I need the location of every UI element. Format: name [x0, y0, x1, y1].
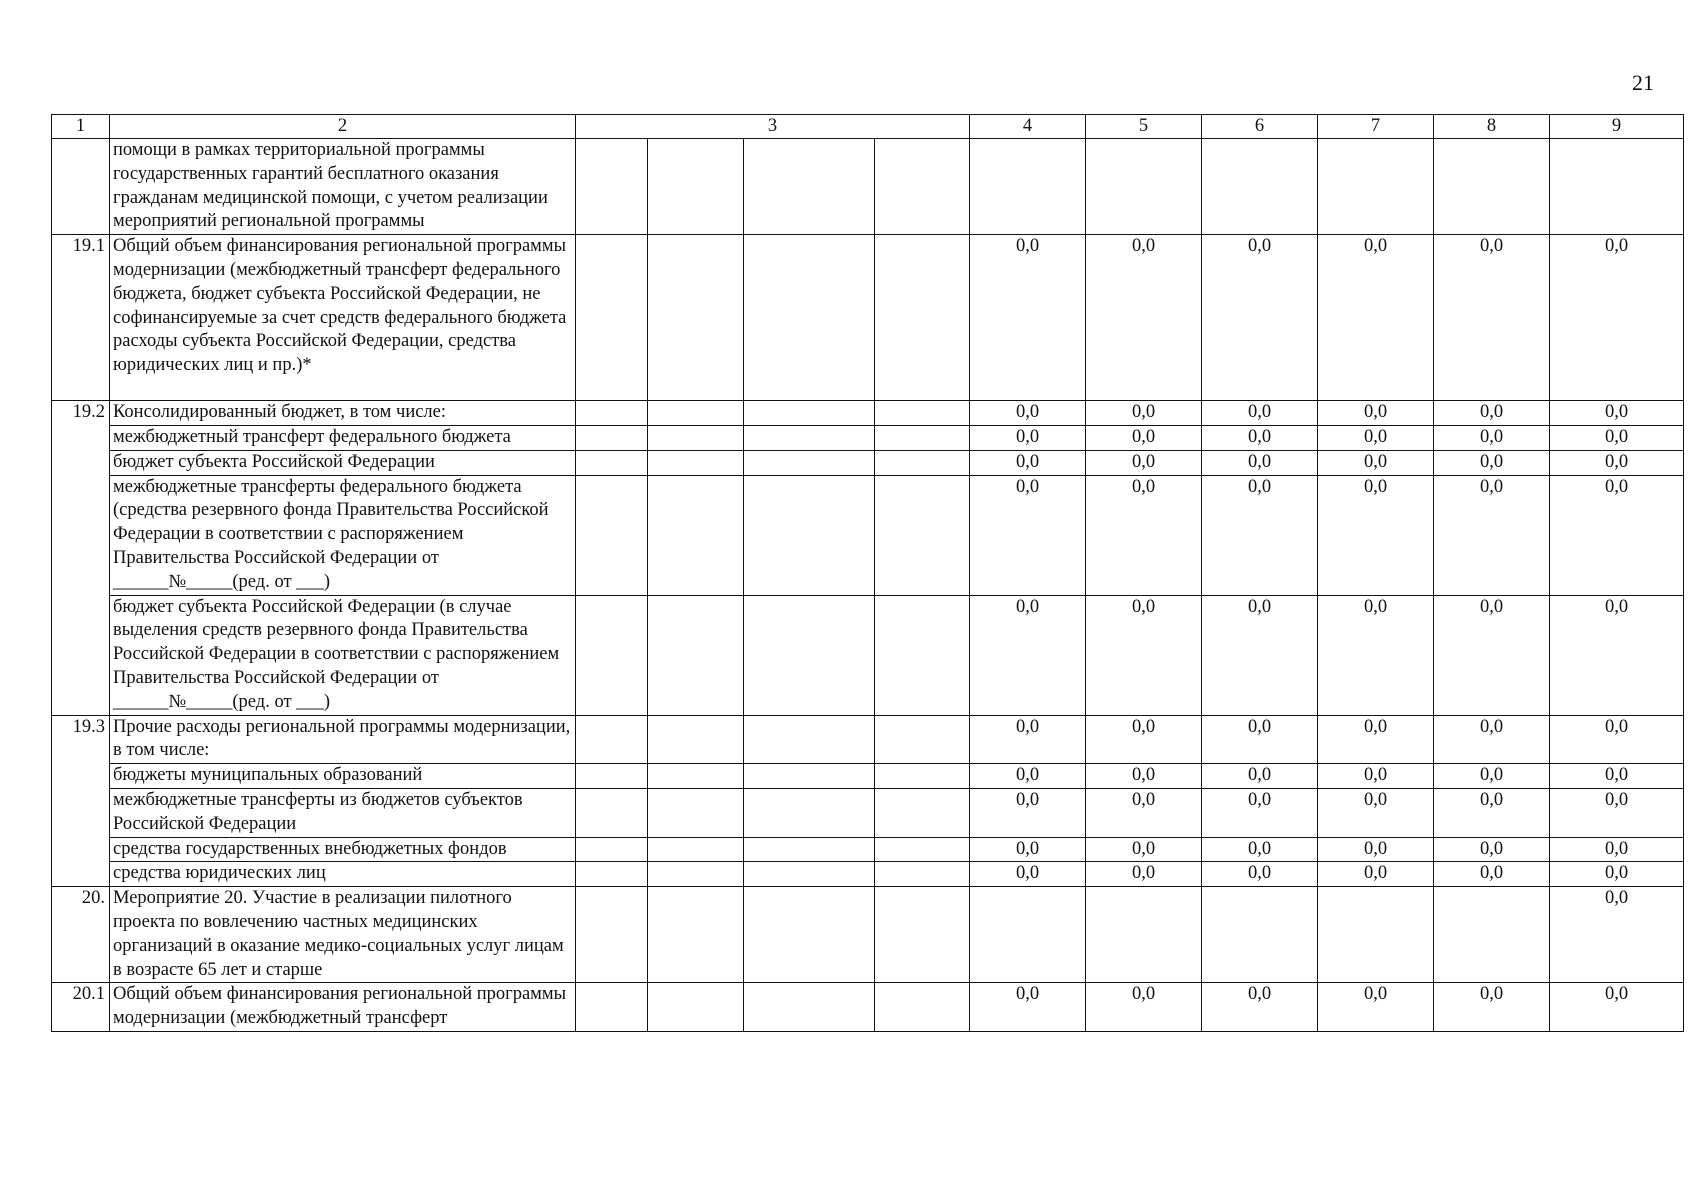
value-cell-col-7: 0,0 [1318, 983, 1434, 1032]
value-cell-col-7: 0,0 [1318, 788, 1434, 837]
value-cell-col-6: 0,0 [1202, 235, 1318, 401]
value-cell-col-5: 0,0 [1086, 401, 1202, 426]
value-cell-col-9: 0,0 [1550, 862, 1684, 887]
value-cell-col-8 [1434, 887, 1550, 983]
row-description: Общий объем финансирования региональной программы модернизации (межбюджетный трансферт федерального бюджета, бюджет субъекта Российской Федерации, не софинансируемые за счет средств федерального бюджета расходы субъекта Российской Федерации, средства юридических лиц и пр.)* [110, 235, 576, 401]
column-3-subcell [648, 425, 744, 450]
value-cell-col-6: 0,0 [1202, 764, 1318, 789]
column-3-subcell [576, 450, 648, 475]
value-cell-col-6: 0,0 [1202, 595, 1318, 715]
column-3-subcell [875, 235, 970, 401]
row-description: межбюджетный трансферт федерального бюджета [110, 425, 576, 450]
value-cell-col-9: 0,0 [1550, 401, 1684, 426]
value-cell-col-4: 0,0 [970, 235, 1086, 401]
header-cell-2: 2 [110, 115, 576, 139]
column-3-subcell [744, 450, 875, 475]
table-row [52, 983, 1684, 1032]
value-cell-col-7: 0,0 [1318, 837, 1434, 862]
value-cell-col-5: 0,0 [1086, 788, 1202, 837]
value-cell-col-5: 0,0 [1086, 715, 1202, 764]
table-row [52, 764, 1684, 789]
table-row [52, 595, 1684, 715]
value-cell-col-6: 0,0 [1202, 425, 1318, 450]
value-cell-col-4 [970, 139, 1086, 235]
value-cell-col-5: 0,0 [1086, 595, 1202, 715]
column-3-subcell [744, 475, 875, 595]
table-row [52, 425, 1684, 450]
column-3-subcell [576, 475, 648, 595]
value-cell-col-4: 0,0 [970, 401, 1086, 426]
column-3-subcell [744, 887, 875, 983]
value-cell-col-8 [1434, 139, 1550, 235]
value-cell-col-7: 0,0 [1318, 235, 1434, 401]
column-3-subcell [875, 764, 970, 789]
value-cell-col-7: 0,0 [1318, 764, 1434, 789]
value-cell-col-8: 0,0 [1434, 235, 1550, 401]
value-cell-col-6: 0,0 [1202, 862, 1318, 887]
row-number [52, 139, 110, 235]
value-cell-col-5: 0,0 [1086, 862, 1202, 887]
table-row [52, 837, 1684, 862]
column-3-subcell [744, 715, 875, 764]
table-row [52, 401, 1684, 426]
row-description: Мероприятие 20. Участие в реализации пилотного проекта по вовлечению частных медицинских организаций в оказание медико-социальных услуг лицам в возрасте 65 лет и старше [110, 887, 576, 983]
header-cell-3: 3 [576, 115, 970, 139]
value-cell-col-7: 0,0 [1318, 862, 1434, 887]
column-3-subcell [744, 788, 875, 837]
value-cell-col-4: 0,0 [970, 837, 1086, 862]
column-3-subcell [744, 139, 875, 235]
column-3-subcell [648, 401, 744, 426]
value-cell-col-4: 0,0 [970, 475, 1086, 595]
value-cell-col-8: 0,0 [1434, 475, 1550, 595]
table-row [52, 450, 1684, 475]
value-cell-col-7: 0,0 [1318, 450, 1434, 475]
table-row [52, 475, 1684, 595]
column-3-subcell [648, 887, 744, 983]
value-cell-col-8: 0,0 [1434, 764, 1550, 789]
row-description: средства юридических лиц [110, 862, 576, 887]
row-description: Общий объем финансирования региональной программы модернизации (межбюджетный трансферт [110, 983, 576, 1032]
value-cell-col-6: 0,0 [1202, 401, 1318, 426]
value-cell-col-4: 0,0 [970, 450, 1086, 475]
value-cell-col-7: 0,0 [1318, 401, 1434, 426]
value-cell-col-8: 0,0 [1434, 595, 1550, 715]
column-3-subcell [648, 764, 744, 789]
column-3-subcell [875, 715, 970, 764]
value-cell-col-4: 0,0 [970, 764, 1086, 789]
value-cell-col-9: 0,0 [1550, 425, 1684, 450]
value-cell-col-6 [1202, 887, 1318, 983]
column-3-subcell [576, 401, 648, 426]
value-cell-col-9: 0,0 [1550, 235, 1684, 401]
row-description: средства государственных внебюджетных фондов [110, 837, 576, 862]
value-cell-col-4: 0,0 [970, 595, 1086, 715]
value-cell-col-9: 0,0 [1550, 983, 1684, 1032]
value-cell-col-6: 0,0 [1202, 837, 1318, 862]
header-cell-7: 7 [1318, 115, 1434, 139]
column-3-subcell [744, 862, 875, 887]
table-row [52, 887, 1684, 983]
column-3-subcell [576, 235, 648, 401]
value-cell-col-5: 0,0 [1086, 983, 1202, 1032]
value-cell-col-8: 0,0 [1434, 983, 1550, 1032]
column-3-subcell [875, 450, 970, 475]
value-cell-col-5 [1086, 139, 1202, 235]
row-number: 20.1 [52, 983, 110, 1032]
column-3-subcell [648, 235, 744, 401]
column-3-subcell [576, 788, 648, 837]
value-cell-col-8: 0,0 [1434, 788, 1550, 837]
table-row [52, 715, 1684, 764]
column-3-subcell [875, 475, 970, 595]
column-3-subcell [875, 788, 970, 837]
value-cell-col-8: 0,0 [1434, 715, 1550, 764]
value-cell-col-5: 0,0 [1086, 837, 1202, 862]
value-cell-col-9: 0,0 [1550, 715, 1684, 764]
value-cell-col-4 [970, 887, 1086, 983]
column-3-subcell [744, 595, 875, 715]
row-description: бюджет субъекта Российской Федерации (в случае выделения средств резервного фонда Правительства Российской Федерации в соответствии с распоряжением Правительства Российской Федерации от ______№_____(ред. от ___) [110, 595, 576, 715]
column-3-subcell [744, 425, 875, 450]
value-cell-col-4: 0,0 [970, 862, 1086, 887]
column-3-subcell [576, 862, 648, 887]
table-row [52, 139, 1684, 235]
header-cell-5: 5 [1086, 115, 1202, 139]
column-3-subcell [875, 887, 970, 983]
value-cell-col-8: 0,0 [1434, 425, 1550, 450]
header-cell-8: 8 [1434, 115, 1550, 139]
column-3-subcell [576, 425, 648, 450]
value-cell-col-5: 0,0 [1086, 450, 1202, 475]
column-3-subcell [576, 715, 648, 764]
column-3-subcell [648, 595, 744, 715]
value-cell-col-9: 0,0 [1550, 837, 1684, 862]
value-cell-col-5: 0,0 [1086, 764, 1202, 789]
column-3-subcell [576, 983, 648, 1032]
row-number: 19.2 [52, 401, 110, 715]
value-cell-col-7 [1318, 887, 1434, 983]
value-cell-col-5 [1086, 887, 1202, 983]
row-description: межбюджетные трансферты федерального бюджета (средства резервного фонда Правительства Российской Федерации в соответствии с распоряжением Правительства Российской Федерации от ______№_____(ред. от ___) [110, 475, 576, 595]
column-3-subcell [744, 983, 875, 1032]
value-cell-col-7: 0,0 [1318, 715, 1434, 764]
column-3-subcell [744, 837, 875, 862]
header-cell-9: 9 [1550, 115, 1684, 139]
header-row [52, 115, 1684, 139]
table-row [52, 788, 1684, 837]
row-description: бюджеты муниципальных образований [110, 764, 576, 789]
value-cell-col-9: 0,0 [1550, 475, 1684, 595]
header-cell-6: 6 [1202, 115, 1318, 139]
column-3-subcell [576, 764, 648, 789]
column-3-subcell [875, 595, 970, 715]
column-3-subcell [875, 425, 970, 450]
column-3-subcell [875, 401, 970, 426]
value-cell-col-9: 0,0 [1550, 887, 1684, 983]
value-cell-col-8: 0,0 [1434, 450, 1550, 475]
column-3-subcell [875, 837, 970, 862]
column-3-subcell [576, 837, 648, 862]
value-cell-col-6: 0,0 [1202, 450, 1318, 475]
row-description: помощи в рамках территориальной программы государственных гарантий бесплатного оказания гражданам медицинской помощи, с учетом реализации мероприятий региональной программы [110, 139, 576, 235]
column-3-subcell [576, 139, 648, 235]
row-number: 19.1 [52, 235, 110, 401]
value-cell-col-4: 0,0 [970, 715, 1086, 764]
financing-table [51, 114, 1684, 1032]
value-cell-col-6: 0,0 [1202, 715, 1318, 764]
column-3-subcell [648, 862, 744, 887]
row-description: межбюджетные трансферты из бюджетов субъектов Российской Федерации [110, 788, 576, 837]
value-cell-col-6: 0,0 [1202, 475, 1318, 595]
column-3-subcell [576, 887, 648, 983]
row-description: Консолидированный бюджет, в том числе: [110, 401, 576, 426]
value-cell-col-9: 0,0 [1550, 788, 1684, 837]
column-3-subcell [648, 139, 744, 235]
row-description: Прочие расходы региональной программы модернизации, в том числе: [110, 715, 576, 764]
row-number: 20. [52, 887, 110, 983]
value-cell-col-5: 0,0 [1086, 425, 1202, 450]
value-cell-col-7 [1318, 139, 1434, 235]
table-body [52, 115, 1684, 1032]
value-cell-col-5: 0,0 [1086, 235, 1202, 401]
value-cell-col-6 [1202, 139, 1318, 235]
header-cell-1: 1 [52, 115, 110, 139]
column-3-subcell [648, 837, 744, 862]
column-3-subcell [744, 764, 875, 789]
page-number: 21 [1632, 70, 1654, 95]
value-cell-col-9: 0,0 [1550, 450, 1684, 475]
value-cell-col-7: 0,0 [1318, 475, 1434, 595]
value-cell-col-6: 0,0 [1202, 788, 1318, 837]
column-3-subcell [648, 788, 744, 837]
value-cell-col-6: 0,0 [1202, 983, 1318, 1032]
value-cell-col-5: 0,0 [1086, 475, 1202, 595]
column-3-subcell [648, 475, 744, 595]
column-3-subcell [875, 983, 970, 1032]
column-3-subcell [744, 235, 875, 401]
column-3-subcell [576, 595, 648, 715]
column-3-subcell [875, 862, 970, 887]
value-cell-col-9 [1550, 139, 1684, 235]
value-cell-col-8: 0,0 [1434, 401, 1550, 426]
value-cell-col-8: 0,0 [1434, 837, 1550, 862]
column-3-subcell [648, 983, 744, 1032]
column-3-subcell [744, 401, 875, 426]
value-cell-col-9: 0,0 [1550, 764, 1684, 789]
row-number: 19.3 [52, 715, 110, 887]
value-cell-col-7: 0,0 [1318, 595, 1434, 715]
value-cell-col-4: 0,0 [970, 425, 1086, 450]
table-row [52, 235, 1684, 401]
row-description: бюджет субъекта Российской Федерации [110, 450, 576, 475]
value-cell-col-8: 0,0 [1434, 862, 1550, 887]
column-3-subcell [875, 139, 970, 235]
header-cell-4: 4 [970, 115, 1086, 139]
column-3-subcell [648, 450, 744, 475]
value-cell-col-4: 0,0 [970, 983, 1086, 1032]
value-cell-col-4: 0,0 [970, 788, 1086, 837]
table-row [52, 862, 1684, 887]
value-cell-col-9: 0,0 [1550, 595, 1684, 715]
column-3-subcell [648, 715, 744, 764]
value-cell-col-7: 0,0 [1318, 425, 1434, 450]
